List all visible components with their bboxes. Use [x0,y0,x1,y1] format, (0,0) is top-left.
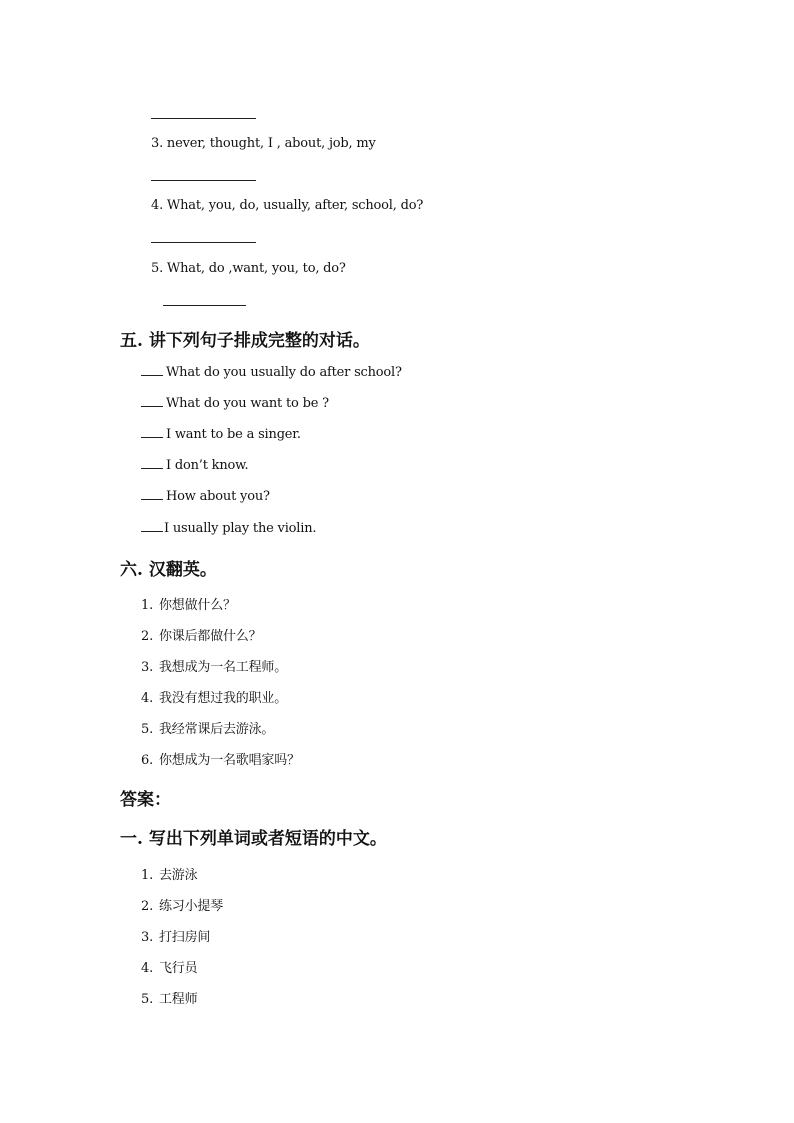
section-5-title: 五. 讲下列句子排成完整的对话。 [120,331,370,351]
order-blank [141,396,163,407]
answer-line [151,118,256,119]
answer-line [163,305,246,306]
dialogue-line [141,365,402,380]
translation-item: 6. 你想成为一名歌唱家吗？ [141,753,300,768]
dialogue-text: I want to be a singer. [166,427,301,442]
section-6-title: 六. 汉翻英。 [120,560,217,580]
answer-item: 2. 练习小提琴 [141,899,224,914]
answer-item: 3. 打扫房间 [141,930,211,945]
order-blank [141,427,163,438]
dialogue-text: I don’t know. [166,458,249,473]
translation-item: 4. 我没有想过我的职业。 [141,691,288,706]
dialogue-line [141,489,270,504]
answer-item: 5. 工程师 [141,992,198,1007]
order-blank [141,458,163,469]
order-blank [141,489,163,500]
answer-item: 4. 飞行员 [141,961,198,976]
dialogue-line [141,427,301,442]
reorder-item: 5. What, do ,want, you, to, do? [151,261,346,276]
dialogue-line [141,458,248,473]
dialogue-text: How about you? [166,489,270,504]
answer-line [151,242,256,243]
answer-line [151,180,256,181]
order-blank [141,521,163,532]
reorder-item: 3. never, thought, I , about, job, my [151,136,376,151]
dialogue-text: What do you usually do after school? [166,365,402,380]
dialogue-line [141,396,329,411]
answer-item: 1. 去游泳 [141,868,198,883]
reorder-item: 4. What, you, do, usually, after, school, do? [151,198,424,213]
dialogue-line [141,521,316,536]
dialogue-text: What do you want to be ? [166,396,329,411]
translation-item: 3. 我想成为一名工程师。 [141,660,288,675]
translation-item: 1. 你想做什么？ [141,598,236,613]
answers-section-1-title: 一. 写出下列单词或者短语的中文。 [120,829,387,849]
translation-item: 5. 我经常课后去游泳。 [141,722,275,737]
answers-title: 答案： [120,790,171,810]
dialogue-text: I usually play the violin. [164,521,317,536]
translation-item: 2. 你课后都做什么？ [141,629,262,644]
order-blank [141,365,163,376]
